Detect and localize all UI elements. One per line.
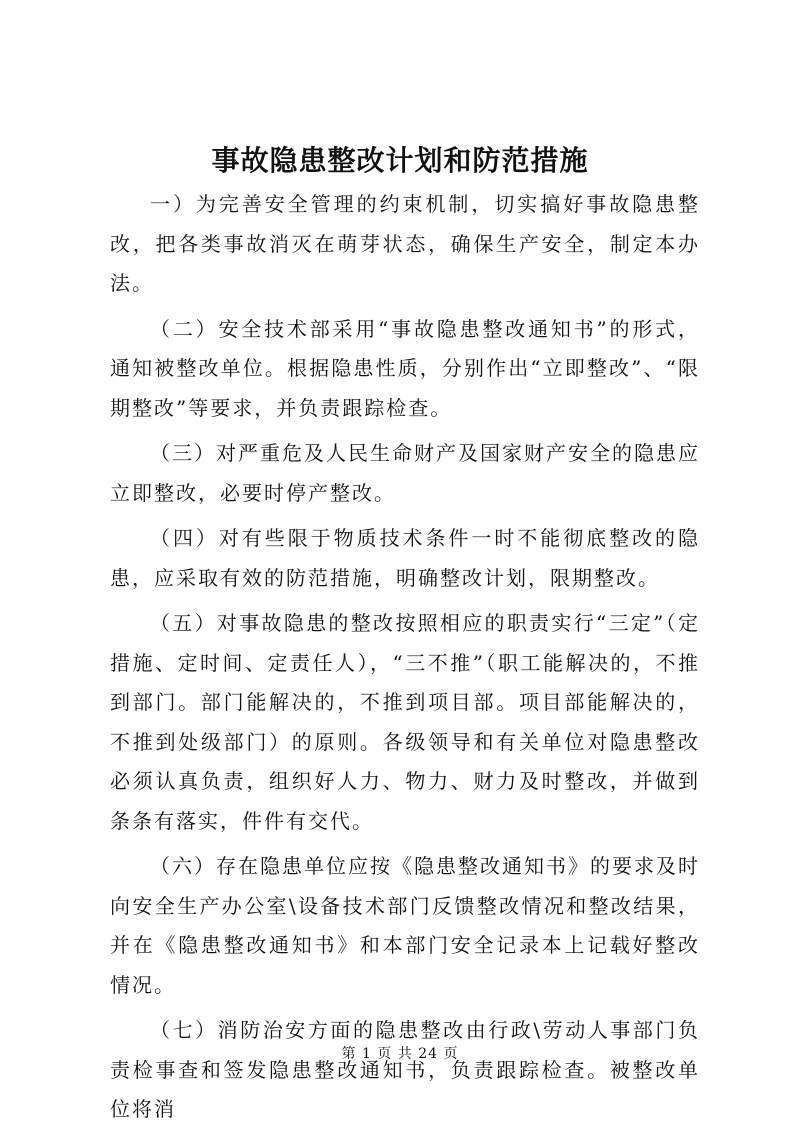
paragraph-2: （二）安全技术部采用“事故隐患整改通知书”的形式，通知被整改单位。根据隐患性质，分别作出“立即整改”、“限期整改”等要求，并负责跟踪检查。	[110, 316, 700, 420]
paragraph-1: 一）为完善安全管理的约束机制，切实搞好事故隐患整改，把各类事故消灭在萌芽状态，确保生产安全，制定本办法。	[110, 192, 700, 295]
paragraph-6: （六）存在隐患单位应按《隐患整改通知书》的要求及时向安全生产办公室\设备技术部门反馈整改情况和整改结果，并在《隐患整改通知书》和本部门安全记录本上记载好整改情况。	[110, 854, 700, 997]
paragraph-7: （七）消防治安方面的隐患整改由行政\劳动人事部门负责检事查和签发隐患整改通知书，负责跟踪检查。被整改单位将消	[110, 1018, 700, 1121]
paragraph-4: （四）对有些限于物质技术条件一时不能彻底整改的隐患，应采取有效的防范措施，明确整改计划，限期整改。	[110, 526, 700, 590]
paragraph-3: （三）对严重危及人民生命财产及国家财产安全的隐患应立即整改，必要时停产整改。	[110, 441, 700, 505]
document-title: 事故隐患整改计划和防范措施	[211, 144, 589, 177]
paragraph-5: （五）对事故隐患的整改按照相应的职责实行“三定”（定措施、定时间、定责任人），“三不推”（职工能解决的，不推到部门。部门能解决的，不推到项目部。项目部能解决的，不推到处级部门）的原则。各级领导和有关单位对隐患整改必须认真负责，组织好人力、物力、财力及时整改，并做到条条有落实，件件有交代。	[110, 611, 700, 833]
document-body	[110, 185, 700, 1136]
page-footer: 第 1 页 共 24 页	[341, 1046, 459, 1062]
